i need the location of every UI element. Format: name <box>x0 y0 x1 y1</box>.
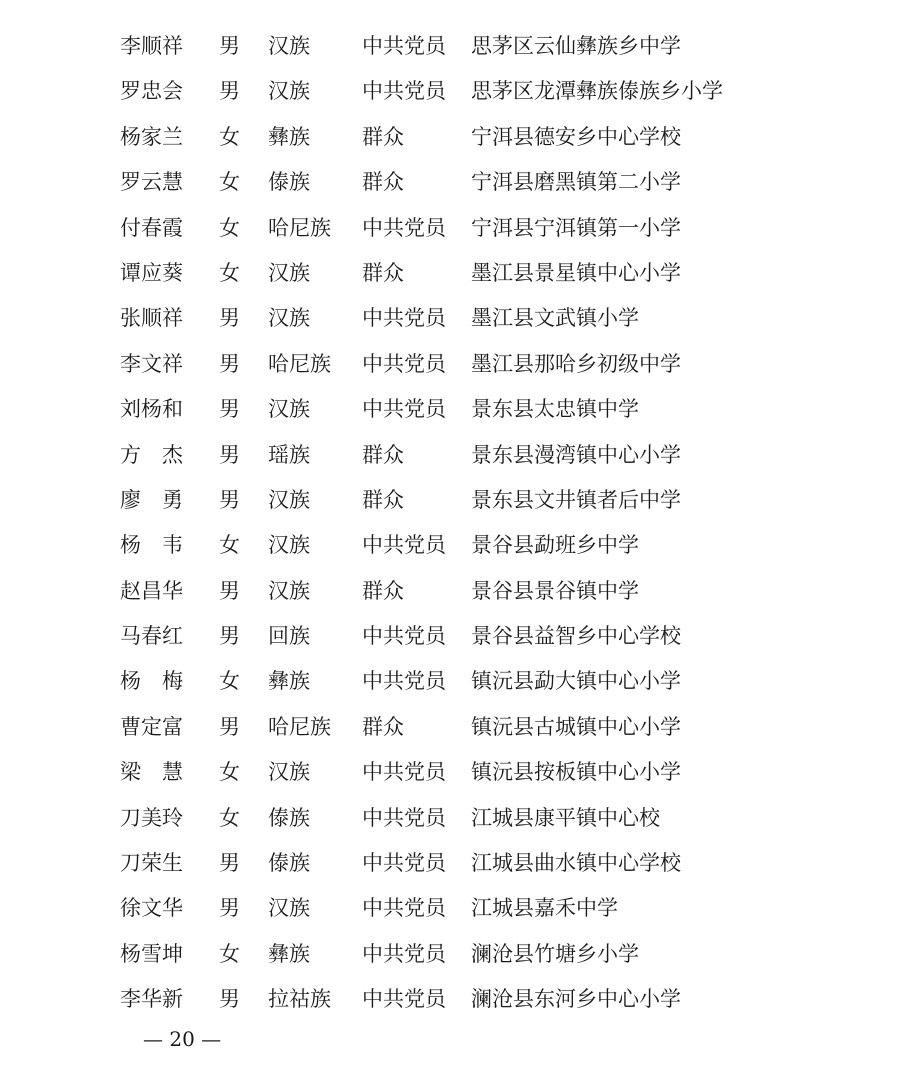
list-item <box>0 614 900 659</box>
list-item <box>0 24 900 69</box>
political-affiliation: 中共党员 <box>362 306 446 331</box>
political-affiliation: 中共党员 <box>362 805 446 830</box>
list-item <box>0 523 900 568</box>
person-name: 马春红 <box>120 624 183 649</box>
person-name: 杨家兰 <box>120 124 183 149</box>
gender: 男 <box>219 487 240 512</box>
political-affiliation: 群众 <box>362 442 404 467</box>
person-name: 梁 慧 <box>120 760 183 785</box>
political-affiliation: 中共党员 <box>362 941 446 966</box>
gender: 女 <box>219 260 240 285</box>
school-name: 墨江县景星镇中心小学 <box>471 260 681 285</box>
ethnicity: 瑶族 <box>268 442 310 467</box>
ethnicity: 傣族 <box>268 170 310 195</box>
gender: 女 <box>219 533 240 558</box>
list-item <box>0 977 900 1022</box>
school-name: 宁洱县宁洱镇第一小学 <box>471 215 681 240</box>
gender: 男 <box>219 987 240 1012</box>
list-item <box>0 705 900 750</box>
political-affiliation: 群众 <box>362 260 404 285</box>
list-item <box>0 342 900 387</box>
school-name: 景谷县勐班乡中学 <box>471 533 639 558</box>
gender: 女 <box>219 941 240 966</box>
gender: 男 <box>219 851 240 876</box>
person-name: 方 杰 <box>120 442 183 467</box>
gender: 女 <box>219 124 240 149</box>
political-affiliation: 中共党员 <box>362 215 446 240</box>
political-affiliation: 中共党员 <box>362 624 446 649</box>
political-affiliation: 群众 <box>362 487 404 512</box>
person-name: 赵昌华 <box>120 578 183 603</box>
person-name: 罗忠会 <box>120 79 183 104</box>
political-affiliation: 中共党员 <box>362 351 446 376</box>
school-name: 江城县嘉禾中学 <box>471 896 618 921</box>
school-name: 思茅区龙潭彝族傣族乡小学 <box>471 79 723 104</box>
list-item <box>0 932 900 977</box>
ethnicity: 哈尼族 <box>268 351 331 376</box>
school-name: 景谷县益智乡中心学校 <box>471 624 681 649</box>
teacher-roster <box>0 24 900 1023</box>
list-item <box>0 569 900 614</box>
gender: 男 <box>219 714 240 739</box>
school-name: 江城县康平镇中心校 <box>471 805 660 830</box>
list-item <box>0 659 900 704</box>
political-affiliation: 中共党员 <box>362 760 446 785</box>
person-name: 刀荣生 <box>120 851 183 876</box>
gender: 男 <box>219 351 240 376</box>
political-affiliation: 群众 <box>362 170 404 195</box>
school-name: 镇沅县按板镇中心小学 <box>471 760 681 785</box>
ethnicity: 汉族 <box>268 79 310 104</box>
gender: 女 <box>219 215 240 240</box>
gender: 女 <box>219 669 240 694</box>
ethnicity: 彝族 <box>268 669 310 694</box>
person-name: 李华新 <box>120 987 183 1012</box>
political-affiliation: 中共党员 <box>362 397 446 422</box>
list-item <box>0 750 900 795</box>
ethnicity: 彝族 <box>268 941 310 966</box>
political-affiliation: 中共党员 <box>362 79 446 104</box>
ethnicity: 傣族 <box>268 851 310 876</box>
school-name: 镇沅县勐大镇中心小学 <box>471 669 681 694</box>
political-affiliation: 中共党员 <box>362 987 446 1012</box>
school-name: 澜沧县竹塘乡小学 <box>471 941 639 966</box>
ethnicity: 汉族 <box>268 896 310 921</box>
person-name: 廖 勇 <box>120 487 183 512</box>
ethnicity: 拉祜族 <box>268 987 331 1012</box>
ethnicity: 汉族 <box>268 306 310 331</box>
ethnicity: 汉族 <box>268 397 310 422</box>
gender: 男 <box>219 896 240 921</box>
gender: 女 <box>219 760 240 785</box>
gender: 男 <box>219 624 240 649</box>
list-item <box>0 796 900 841</box>
political-affiliation: 中共党员 <box>362 851 446 876</box>
school-name: 墨江县那哈乡初级中学 <box>471 351 681 376</box>
political-affiliation: 中共党员 <box>362 533 446 558</box>
school-name: 宁洱县德安乡中心学校 <box>471 124 681 149</box>
list-item <box>0 433 900 478</box>
political-affiliation: 群众 <box>362 124 404 149</box>
gender: 男 <box>219 306 240 331</box>
gender: 男 <box>219 442 240 467</box>
list-item <box>0 886 900 931</box>
list-item <box>0 841 900 886</box>
ethnicity: 汉族 <box>268 760 310 785</box>
school-name: 镇沅县古城镇中心小学 <box>471 714 681 739</box>
ethnicity: 汉族 <box>268 487 310 512</box>
person-name: 杨 韦 <box>120 533 183 558</box>
gender: 男 <box>219 34 240 58</box>
list-item <box>0 387 900 432</box>
gender: 男 <box>219 79 240 104</box>
person-name: 杨 梅 <box>120 669 183 694</box>
school-name: 景东县文井镇者后中学 <box>471 487 681 512</box>
person-name: 李文祥 <box>120 351 183 376</box>
school-name: 景东县太忠镇中学 <box>471 397 639 422</box>
gender: 男 <box>219 397 240 422</box>
ethnicity: 彝族 <box>268 124 310 149</box>
ethnicity: 汉族 <box>268 34 310 58</box>
school-name: 思茅区云仙彝族乡中学 <box>471 34 681 58</box>
ethnicity: 哈尼族 <box>268 714 331 739</box>
ethnicity: 傣族 <box>268 805 310 830</box>
page-number: — 20 — <box>143 1027 222 1051</box>
ethnicity: 哈尼族 <box>268 215 331 240</box>
school-name: 江城县曲水镇中心学校 <box>471 851 681 876</box>
person-name: 刀美玲 <box>120 805 183 830</box>
political-affiliation: 中共党员 <box>362 669 446 694</box>
ethnicity: 汉族 <box>268 260 310 285</box>
gender: 女 <box>219 170 240 195</box>
person-name: 曹定富 <box>120 714 183 739</box>
school-name: 宁洱县磨黑镇第二小学 <box>471 170 681 195</box>
political-affiliation: 群众 <box>362 578 404 603</box>
gender: 男 <box>219 578 240 603</box>
gender: 女 <box>219 805 240 830</box>
school-name: 景谷县景谷镇中学 <box>471 578 639 603</box>
person-name: 刘杨和 <box>120 397 183 422</box>
political-affiliation: 群众 <box>362 714 404 739</box>
list-item <box>0 160 900 205</box>
person-name: 李顺祥 <box>120 34 183 58</box>
school-name: 景东县漫湾镇中心小学 <box>471 442 681 467</box>
school-name: 澜沧县东河乡中心小学 <box>471 987 681 1012</box>
person-name: 张顺祥 <box>120 306 183 331</box>
person-name: 杨雪坤 <box>120 941 183 966</box>
political-affiliation: 中共党员 <box>362 896 446 921</box>
list-item <box>0 296 900 341</box>
person-name: 谭应葵 <box>120 260 183 285</box>
school-name: 墨江县文武镇小学 <box>471 306 639 331</box>
person-name: 付春霞 <box>120 215 183 240</box>
list-item <box>0 69 900 114</box>
list-item <box>0 478 900 523</box>
list-item <box>0 251 900 296</box>
list-item <box>0 115 900 160</box>
ethnicity: 回族 <box>268 624 310 649</box>
list-item <box>0 206 900 251</box>
ethnicity: 汉族 <box>268 533 310 558</box>
person-name: 罗云慧 <box>120 170 183 195</box>
political-affiliation: 中共党员 <box>362 34 446 58</box>
ethnicity: 汉族 <box>268 578 310 603</box>
person-name: 徐文华 <box>120 896 183 921</box>
